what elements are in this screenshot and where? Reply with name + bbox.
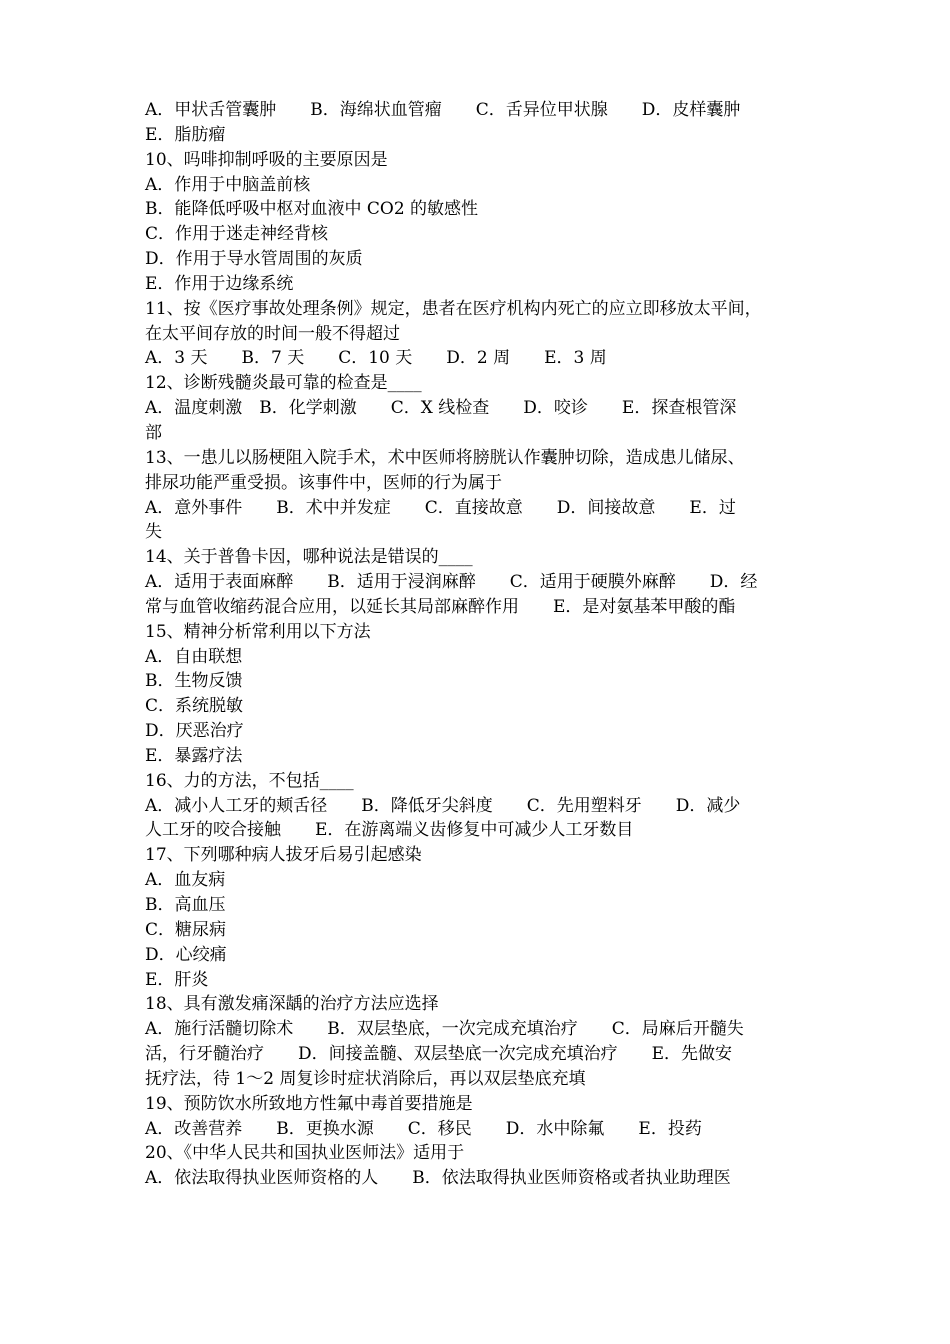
text-line: 18、具有激发痛深龋的治疗方法应选择	[145, 994, 439, 1015]
text-line: A．甲状舌管囊肿 B．海绵状血管瘤 C．舌异位甲状腺 D．皮样囊肿	[145, 100, 741, 120]
text-line: 17、下列哪种病人拔牙后易引起感染	[145, 845, 422, 866]
text-line: 13、一患儿以肠梗阻入院手术，术中医师将膀胱认作囊肿切除，造成患儿储尿、	[145, 447, 745, 468]
text-line: A．改善营养 B．更换水源 C．移民 D．水中除氟 E．投药	[145, 1118, 702, 1139]
text-line: B．能降低呼吸中枢对血液中 CO2 的敏感性	[145, 199, 479, 220]
text-line: A．适用于表面麻醉 B．适用于浸润麻醉 C．适用于硬膜外麻醉 D．经	[145, 572, 758, 593]
text-line: 10、吗啡抑制呼吸的主要原因是	[145, 149, 388, 170]
text-line: A．作用于中脑盖前核	[145, 174, 311, 195]
text-line: A．依法取得执业医师资格的人 B．依法取得执业医师资格或者执业助理医	[145, 1168, 731, 1189]
text-line: C．系统脱敏	[145, 696, 244, 717]
text-line: A．血友病	[145, 870, 226, 891]
text-line: 在太平间存放的时间一般不得超过	[145, 323, 400, 344]
text-line: A．意外事件 B．术中并发症 C．直接故意 D．间接故意 E．过	[145, 497, 736, 518]
text-line: E．作用于边缘系统	[145, 273, 294, 294]
text-line: 12、诊断残髓炎最可靠的检查是____	[145, 373, 422, 394]
text-line: 失	[145, 522, 162, 543]
text-line: 常与血管收缩药混合应用，以延长其局部麻醉作用 E．是对氨基苯甲酸的酯	[145, 596, 736, 617]
text-line: 11、按《医疗事故处理条例》规定，患者在医疗机构内死亡的应立即移放太平间，	[145, 298, 762, 319]
text-line: 活，行牙髓治疗 D．间接盖髓、双层垫底一次完成充填治疗 E．先做安	[145, 1044, 733, 1065]
text-line: 15、精神分析常利用以下方法	[145, 621, 371, 642]
text-line: B．高血压	[145, 895, 226, 915]
text-line: 部	[145, 422, 162, 443]
text-line: E．暴露疗法	[145, 745, 243, 766]
text-line: E．脂肪瘤	[145, 124, 226, 145]
text-line: B．生物反馈	[145, 671, 243, 692]
text-line: D．厌恶治疗	[145, 721, 244, 742]
text-line: D．心绞痛	[145, 944, 227, 965]
document-body	[145, 98, 810, 1191]
text-line: 19、预防饮水所致地方性氟中毒首要措施是	[145, 1093, 473, 1114]
text-line: A．施行活髓切除术 B．双层垫底，一次完成充填治疗 C．局麻后开髓失	[145, 1019, 744, 1040]
text-line: 人工牙的咬合接触 E．在游离端义齿修复中可减少人工牙数目	[145, 820, 634, 841]
text-line: A．3 天 B．7 天 C．10 天 D．2 周 E．3 周	[145, 348, 607, 369]
text-line: C．作用于迷走神经背核	[145, 224, 329, 245]
text-line: D．作用于导水管周围的灰质	[145, 249, 363, 270]
text-line: E．肝炎	[145, 969, 209, 990]
text-line: 排尿功能严重受损。该事件中，医师的行为属于	[145, 472, 502, 493]
text-line: 16、力的方法，不包括____	[145, 770, 354, 791]
text-line: 14、关于普鲁卡因，哪种说法是错误的____	[145, 547, 473, 568]
text-line: C．糖尿病	[145, 919, 227, 940]
text-line: A．温度刺激 B．化学刺激 C．X 线检查 D．咬诊 E．探查根管深	[145, 398, 737, 419]
text-line: A．减小人工牙的颊舌径 B．降低牙尖斜度 C．先用塑料牙 D．减少	[145, 795, 741, 816]
text-line: 抚疗法，待 1～2 周复诊时症状消除后，再以双层垫底充填	[145, 1068, 586, 1089]
text-line: 20、《中华人民共和国执业医师法》适用于	[145, 1143, 465, 1164]
text-line: A．自由联想	[145, 646, 243, 667]
